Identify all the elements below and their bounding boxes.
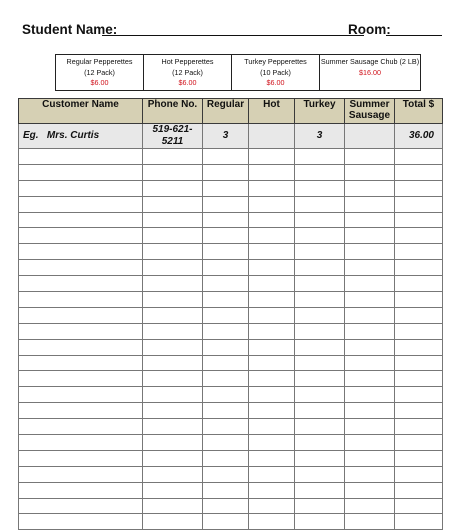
example-summer-sausage (345, 124, 395, 149)
table-cell[interactable] (345, 498, 395, 514)
price-box-summer-sausage (320, 55, 420, 90)
table-row (19, 292, 443, 308)
table-cell[interactable] (295, 514, 345, 530)
table-cell[interactable] (395, 403, 443, 419)
table-row (19, 149, 443, 165)
table-cell[interactable] (345, 339, 395, 355)
table-cell[interactable] (395, 164, 443, 180)
table-cell[interactable] (249, 435, 295, 451)
table-cell[interactable] (19, 403, 143, 419)
table-cell[interactable] (395, 228, 443, 244)
table-cell[interactable] (203, 482, 249, 498)
table-cell[interactable] (295, 403, 345, 419)
table-cell[interactable] (19, 180, 143, 196)
table-cell[interactable] (345, 466, 395, 482)
table-cell[interactable] (203, 435, 249, 451)
table-cell[interactable] (143, 482, 203, 498)
table-cell[interactable] (203, 276, 249, 292)
table-cell[interactable] (203, 228, 249, 244)
table-cell[interactable] (249, 212, 295, 228)
table-cell[interactable] (249, 228, 295, 244)
table-cell[interactable] (143, 514, 203, 530)
table-row (19, 323, 443, 339)
table-cell[interactable] (19, 450, 143, 466)
table-cell[interactable] (143, 371, 203, 387)
product-pack: (12 Pack) (84, 67, 115, 77)
table-cell[interactable] (295, 276, 345, 292)
table-row (19, 260, 443, 276)
table-cell[interactable] (203, 419, 249, 435)
product-name: Hot Pepperettes (161, 57, 214, 66)
table-cell[interactable] (395, 419, 443, 435)
table-cell[interactable] (203, 514, 249, 530)
table-header-row (19, 99, 443, 124)
table-cell[interactable] (19, 196, 143, 212)
table-cell[interactable] (143, 228, 203, 244)
table-cell[interactable] (345, 244, 395, 260)
table-row (19, 276, 443, 292)
table-cell[interactable] (203, 307, 249, 323)
table-row (19, 212, 443, 228)
price-box-regular (56, 55, 144, 90)
table-cell[interactable] (345, 292, 395, 308)
table-cell[interactable] (143, 180, 203, 196)
order-table (18, 98, 443, 530)
price-list (55, 54, 421, 91)
product-name: Turkey Pepperettes (244, 57, 307, 66)
table-cell[interactable] (345, 149, 395, 165)
table-cell[interactable] (249, 355, 295, 371)
table-cell[interactable] (19, 149, 143, 165)
col-regular: Regular (203, 99, 249, 124)
table-row (19, 180, 443, 196)
table-cell[interactable] (395, 292, 443, 308)
table-cell[interactable] (395, 514, 443, 530)
table-cell[interactable] (143, 196, 203, 212)
table-cell[interactable] (19, 164, 143, 180)
table-cell[interactable] (143, 419, 203, 435)
table-cell[interactable] (395, 466, 443, 482)
table-cell[interactable] (345, 260, 395, 276)
table-cell[interactable] (295, 212, 345, 228)
example-name: Mrs. Curtis (46, 130, 100, 141)
table-cell[interactable] (143, 212, 203, 228)
table-cell[interactable] (345, 371, 395, 387)
table-cell[interactable] (395, 307, 443, 323)
table-cell[interactable] (249, 371, 295, 387)
table-cell[interactable] (345, 482, 395, 498)
table-cell[interactable] (203, 371, 249, 387)
table-cell[interactable] (249, 514, 295, 530)
table-cell[interactable] (345, 419, 395, 435)
table-cell[interactable] (249, 164, 295, 180)
table-cell[interactable] (295, 498, 345, 514)
table-cell[interactable] (143, 307, 203, 323)
col-summer-sausage: Summer Sausage (345, 99, 395, 124)
form-header (22, 22, 452, 42)
table-cell[interactable] (395, 260, 443, 276)
table-cell[interactable] (295, 355, 345, 371)
table-cell[interactable] (19, 244, 143, 260)
table-cell[interactable] (295, 244, 345, 260)
table-cell[interactable] (143, 339, 203, 355)
table-row (19, 450, 443, 466)
table-cell[interactable] (143, 498, 203, 514)
table-cell[interactable] (203, 387, 249, 403)
product-name: Regular Pepperettes (66, 57, 133, 66)
student-name-field[interactable] (102, 35, 364, 36)
table-cell[interactable] (395, 371, 443, 387)
table-cell[interactable] (19, 435, 143, 451)
table-cell[interactable] (395, 339, 443, 355)
table-cell[interactable] (19, 260, 143, 276)
table-cell[interactable] (143, 403, 203, 419)
table-cell[interactable] (19, 371, 143, 387)
table-cell[interactable] (295, 339, 345, 355)
table-cell[interactable] (295, 435, 345, 451)
table-cell[interactable] (345, 323, 395, 339)
table-cell[interactable] (19, 498, 143, 514)
table-cell[interactable] (395, 387, 443, 403)
table-cell[interactable] (295, 450, 345, 466)
table-cell[interactable] (345, 435, 395, 451)
example-regular: 3 (203, 124, 249, 149)
table-cell[interactable] (345, 403, 395, 419)
table-row (19, 514, 443, 530)
table-cell[interactable] (295, 196, 345, 212)
table-cell[interactable] (203, 355, 249, 371)
table-cell[interactable] (249, 307, 295, 323)
table-cell[interactable] (19, 323, 143, 339)
table-cell[interactable] (295, 292, 345, 308)
table-cell[interactable] (203, 323, 249, 339)
table-cell[interactable] (203, 292, 249, 308)
table-cell[interactable] (345, 180, 395, 196)
table-cell[interactable] (19, 419, 143, 435)
table-cell[interactable] (295, 419, 345, 435)
table-cell[interactable] (203, 450, 249, 466)
table-cell[interactable] (19, 212, 143, 228)
table-cell[interactable] (249, 466, 295, 482)
col-hot: Hot (249, 99, 295, 124)
table-cell[interactable] (19, 514, 143, 530)
table-row (19, 164, 443, 180)
table-cell[interactable] (249, 387, 295, 403)
table-row (19, 403, 443, 419)
table-cell[interactable] (395, 196, 443, 212)
table-cell[interactable] (249, 419, 295, 435)
table-cell[interactable] (249, 196, 295, 212)
table-cell[interactable] (395, 212, 443, 228)
table-row (19, 498, 443, 514)
room-field[interactable] (386, 35, 442, 36)
table-cell[interactable] (249, 339, 295, 355)
table-cell[interactable] (295, 387, 345, 403)
table-row (19, 339, 443, 355)
table-row (19, 482, 443, 498)
table-cell[interactable] (295, 307, 345, 323)
table-row (19, 355, 443, 371)
table-cell[interactable] (249, 498, 295, 514)
table-cell[interactable] (345, 387, 395, 403)
table-cell[interactable] (295, 466, 345, 482)
table-cell[interactable] (19, 228, 143, 244)
example-total: 36.00 (395, 124, 443, 149)
table-cell[interactable] (203, 149, 249, 165)
table-cell[interactable] (345, 228, 395, 244)
product-price: $6.00 (90, 78, 109, 87)
table-cell[interactable] (249, 292, 295, 308)
product-price: $6.00 (266, 78, 285, 87)
table-cell[interactable] (395, 450, 443, 466)
table-cell[interactable] (249, 260, 295, 276)
example-phone: 519-621-5211 (143, 124, 203, 149)
table-cell[interactable] (203, 339, 249, 355)
product-name: Summer Sausage Chub (2 LB) (320, 57, 420, 66)
table-cell[interactable] (203, 466, 249, 482)
table-cell[interactable] (143, 435, 203, 451)
table-cell[interactable] (295, 260, 345, 276)
table-cell[interactable] (143, 164, 203, 180)
table-cell[interactable] (345, 450, 395, 466)
table-row (19, 371, 443, 387)
table-cell[interactable] (345, 276, 395, 292)
table-cell[interactable] (395, 435, 443, 451)
col-customer-name: Customer Name (19, 99, 143, 124)
col-turkey: Turkey (295, 99, 345, 124)
table-row (19, 466, 443, 482)
table-cell[interactable] (395, 482, 443, 498)
table-cell[interactable] (345, 196, 395, 212)
table-cell[interactable] (143, 244, 203, 260)
table-row (19, 387, 443, 403)
student-name-label: Student Name: (22, 22, 118, 37)
product-price: $16.00 (358, 67, 381, 77)
example-turkey: 3 (295, 124, 345, 149)
table-row (19, 244, 443, 260)
table-cell[interactable] (249, 180, 295, 196)
table-row (19, 196, 443, 212)
table-row (19, 307, 443, 323)
table-cell[interactable] (203, 164, 249, 180)
table-cell[interactable] (143, 450, 203, 466)
table-cell[interactable] (203, 260, 249, 276)
table-cell[interactable] (143, 292, 203, 308)
col-phone: Phone No. (143, 99, 203, 124)
example-row (19, 124, 443, 149)
table-cell[interactable] (143, 466, 203, 482)
table-cell[interactable] (295, 149, 345, 165)
table-cell[interactable] (295, 228, 345, 244)
table-cell[interactable] (203, 244, 249, 260)
table-row (19, 419, 443, 435)
table-cell[interactable] (19, 387, 143, 403)
table-cell[interactable] (19, 355, 143, 371)
table-cell[interactable] (143, 276, 203, 292)
example-name-cell (19, 124, 143, 149)
table-cell[interactable] (203, 498, 249, 514)
table-cell[interactable] (19, 307, 143, 323)
table-cell[interactable] (203, 403, 249, 419)
col-total: Total $ (395, 99, 443, 124)
table-cell[interactable] (295, 371, 345, 387)
price-box-turkey (232, 55, 320, 90)
table-cell[interactable] (295, 164, 345, 180)
table-cell[interactable] (203, 180, 249, 196)
table-cell[interactable] (143, 355, 203, 371)
table-cell[interactable] (395, 355, 443, 371)
table-cell[interactable] (249, 276, 295, 292)
table-cell[interactable] (395, 276, 443, 292)
table-cell[interactable] (19, 482, 143, 498)
product-pack: (12 Pack) (172, 67, 203, 77)
table-cell[interactable] (19, 339, 143, 355)
table-cell[interactable] (295, 323, 345, 339)
table-cell[interactable] (249, 403, 295, 419)
table-cell[interactable] (143, 260, 203, 276)
table-cell[interactable] (143, 387, 203, 403)
table-cell[interactable] (143, 149, 203, 165)
table-cell[interactable] (249, 244, 295, 260)
table-cell[interactable] (395, 323, 443, 339)
table-cell[interactable] (249, 323, 295, 339)
table-cell[interactable] (19, 292, 143, 308)
price-box-hot (144, 55, 232, 90)
table-row (19, 435, 443, 451)
product-price: $6.00 (178, 78, 197, 87)
room-label: Room: (348, 22, 391, 37)
table-cell[interactable] (19, 466, 143, 482)
table-cell[interactable] (345, 307, 395, 323)
table-cell[interactable] (345, 164, 395, 180)
table-cell[interactable] (345, 355, 395, 371)
table-row (19, 228, 443, 244)
table-cell[interactable] (19, 276, 143, 292)
table-cell[interactable] (345, 212, 395, 228)
product-pack: (10 Pack) (260, 67, 291, 77)
table-cell[interactable] (295, 180, 345, 196)
table-cell[interactable] (203, 196, 249, 212)
example-prefix: Eg. (23, 130, 39, 141)
table-cell[interactable] (249, 149, 295, 165)
table-cell[interactable] (203, 212, 249, 228)
table-cell[interactable] (395, 244, 443, 260)
table-cell[interactable] (395, 498, 443, 514)
table-cell[interactable] (249, 482, 295, 498)
table-cell[interactable] (143, 323, 203, 339)
table-cell[interactable] (295, 482, 345, 498)
table-cell[interactable] (249, 450, 295, 466)
table-cell[interactable] (395, 180, 443, 196)
table-cell[interactable] (345, 514, 395, 530)
table-cell[interactable] (395, 149, 443, 165)
example-hot (249, 124, 295, 149)
